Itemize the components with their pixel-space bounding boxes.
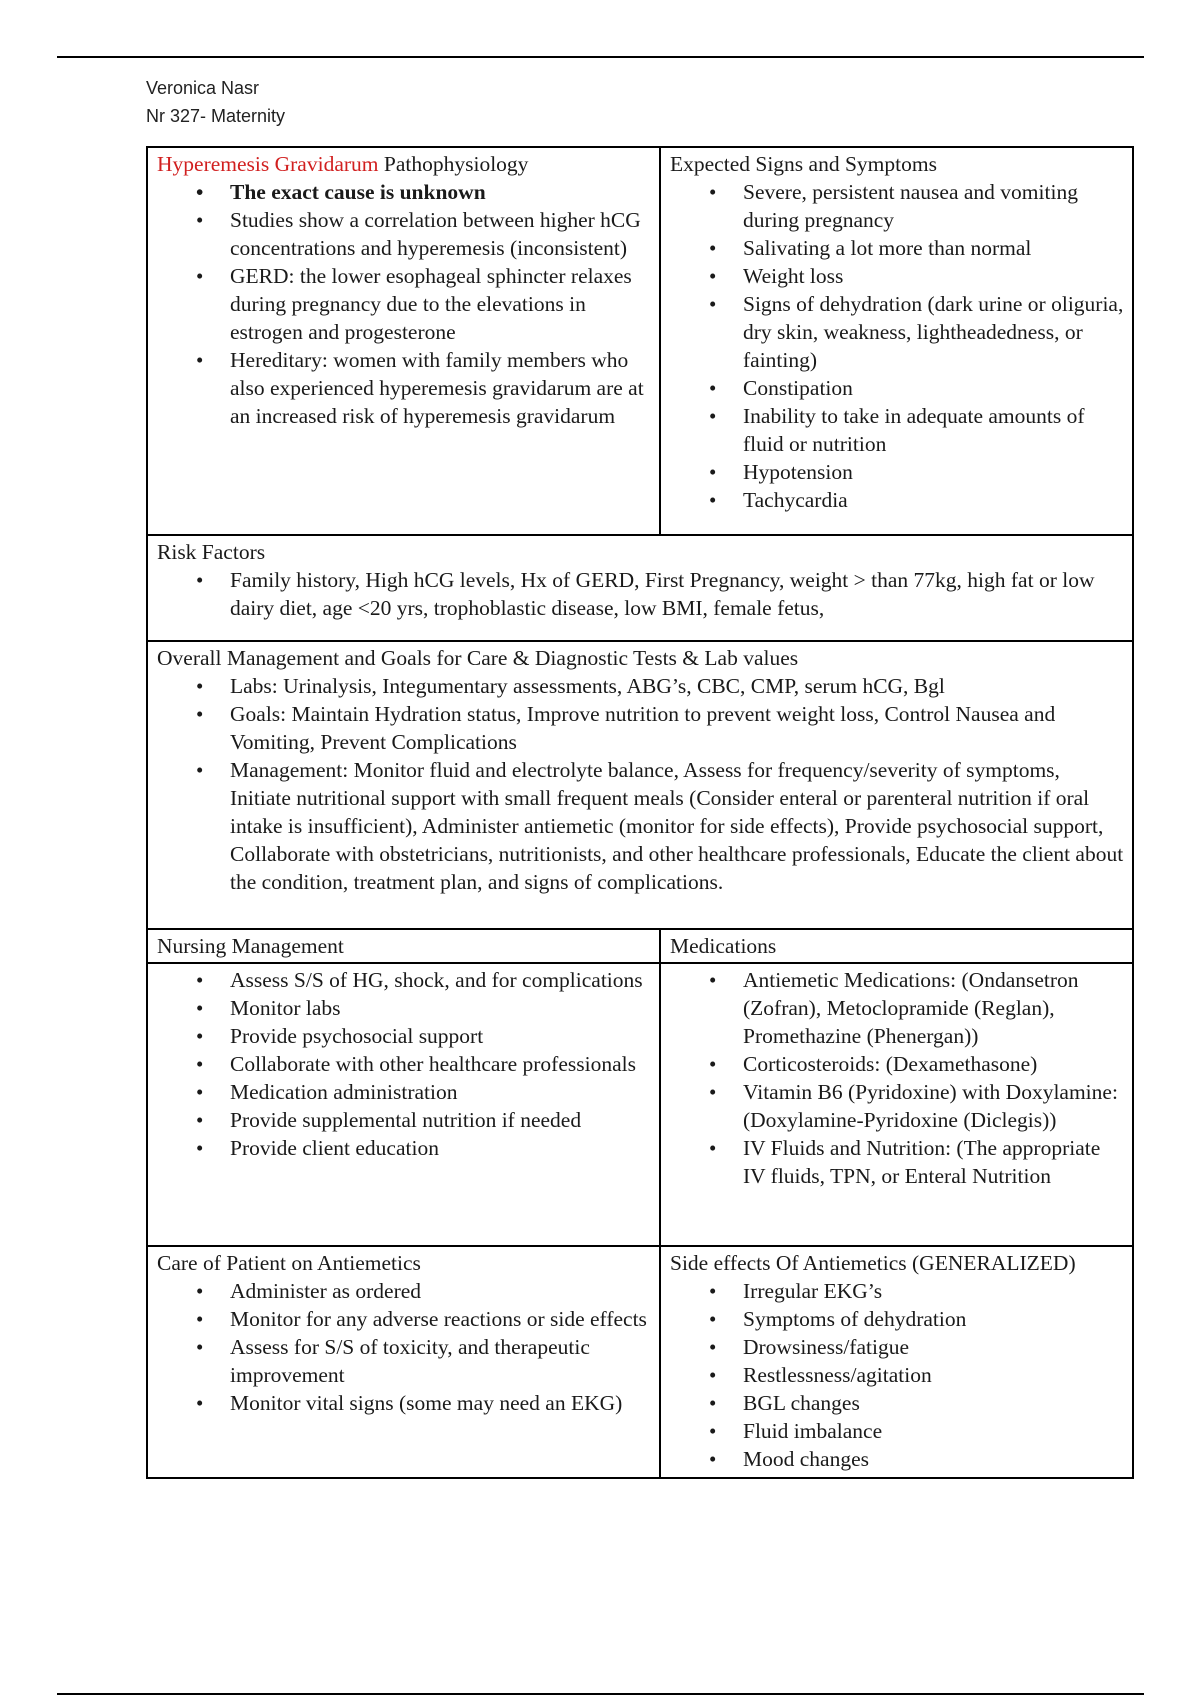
list-item: • Constipation <box>743 374 1124 402</box>
signs-symptoms-title: Expected Signs and Symptoms <box>670 152 937 176</box>
list-item: • Hereditary: women with family members who also experienced hyperemesis gravidarum are at an increased risk of hyperemesis gravidarum <box>230 346 651 430</box>
medications-title: Medications <box>670 934 777 958</box>
list-item: • The exact cause is unknown <box>230 178 651 206</box>
medications-cell <box>660 963 1133 1246</box>
nursing-management-list <box>157 966 651 1162</box>
antiemetic-care-list <box>157 1277 651 1417</box>
management-cell <box>147 641 1133 929</box>
list-item: • Medication administration <box>230 1078 651 1106</box>
list-item: • Corticosteroids: (Dexamethasone) <box>743 1050 1124 1078</box>
list-item: • Weight loss <box>743 262 1124 290</box>
pathophysiology-cell <box>147 147 660 535</box>
medications-list <box>670 966 1124 1190</box>
nursing-management-cell <box>147 963 660 1246</box>
list-item: • Management: Monitor fluid and electrolyte balance, Assess for frequency/severity of symptoms, Initiate nutritional support with small frequent meals (Consider enteral or parenteral nutrition if oral intake is insufficient), Administer antiemetic (monitor for side effects), Provide psychosocial support, Collaborate with obstetricians, nutritionists, and other healthcare professionals, Educate the client about the condition, treatment plan, and signs of complications. <box>230 756 1124 896</box>
list-item: • Administer as ordered <box>230 1277 651 1305</box>
top-rule <box>57 56 1144 58</box>
signs-symptoms-list <box>670 178 1124 514</box>
list-item: • Signs of dehydration (dark urine or oliguria, dry skin, weakness, lightheadedness, or fainting) <box>743 290 1124 374</box>
list-item: • Assess S/S of HG, shock, and for complications <box>230 966 651 994</box>
pathophysiology-list <box>157 178 651 430</box>
list-item: • Studies show a correlation between higher hCG concentrations and hyperemesis (inconsistent) <box>230 206 651 262</box>
risk-factors-cell <box>147 535 1133 641</box>
nursing-management-header <box>147 929 660 963</box>
list-item: • Tachycardia <box>743 486 1124 514</box>
list-item: • Goals: Maintain Hydration status, Improve nutrition to prevent weight loss, Control Nausea and Vomiting, Prevent Complications <box>230 700 1124 756</box>
list-item: • Salivating a lot more than normal <box>743 234 1124 262</box>
list-item: • Vitamin B6 (Pyridoxine) with Doxylamine: (Doxylamine-Pyridoxine (Diclegis)) <box>743 1078 1124 1134</box>
management-list <box>157 672 1124 896</box>
side-effects-cell <box>660 1246 1133 1478</box>
list-item: • IV Fluids and Nutrition: (The appropriate IV fluids, TPN, or Enteral Nutrition <box>743 1134 1124 1190</box>
list-item: • Restlessness/agitation <box>743 1361 1124 1389</box>
list-item: • Family history, High hCG levels, Hx of GERD, First Pregnancy, weight > than 77kg, high fat or low dairy diet, age <20 yrs, trophoblastic disease, low BMI, female fetus, <box>230 566 1124 622</box>
medications-header <box>660 929 1133 963</box>
list-item: • Labs: Urinalysis, Integumentary assessments, ABG’s, CBC, CMP, serum hCG, Bgl <box>230 672 1124 700</box>
list-item: • BGL changes <box>743 1389 1124 1417</box>
list-item: • Monitor vital signs (some may need an EKG) <box>230 1389 651 1417</box>
list-item: • GERD: the lower esophageal sphincter relaxes during pregnancy due to the elevations in estrogen and progesterone <box>230 262 651 346</box>
nursing-management-title: Nursing Management <box>157 934 344 958</box>
antiemetic-care-cell <box>147 1246 660 1478</box>
antiemetic-care-title: Care of Patient on Antiemetics <box>157 1251 421 1275</box>
list-item: • Fluid imbalance <box>743 1417 1124 1445</box>
management-title: Overall Management and Goals for Care & Diagnostic Tests & Lab values <box>157 646 799 670</box>
signs-symptoms-cell <box>660 147 1133 535</box>
author-name: Veronica Nasr <box>146 78 260 98</box>
pathophysiology-title: Hyperemesis Gravidarum Pathophysiology <box>157 152 529 176</box>
risk-factors-title: Risk Factors <box>157 540 266 564</box>
list-item: • Drowsiness/fatigue <box>743 1333 1124 1361</box>
list-item: • Assess for S/S of toxicity, and therapeutic improvement <box>230 1333 651 1389</box>
list-item: • Irregular EKG’s <box>743 1277 1124 1305</box>
list-item: • Provide client education <box>230 1134 651 1162</box>
list-item: • Monitor labs <box>230 994 651 1022</box>
bottom-rule <box>57 1693 1144 1695</box>
list-item: • Provide psychosocial support <box>230 1022 651 1050</box>
list-item: • Monitor for any adverse reactions or side effects <box>230 1305 651 1333</box>
list-item: • Symptoms of dehydration <box>743 1305 1124 1333</box>
list-item: • Severe, persistent nausea and vomiting during pregnancy <box>743 178 1124 234</box>
condition-name: Hyperemesis Gravidarum <box>157 152 379 176</box>
side-effects-list <box>670 1277 1124 1473</box>
list-item: • Mood changes <box>743 1445 1124 1473</box>
list-item: • Collaborate with other healthcare professionals <box>230 1050 651 1078</box>
concept-map-table <box>146 146 1134 1479</box>
list-item: • Inability to take in adequate amounts of fluid or nutrition <box>743 402 1124 458</box>
side-effects-title: Side effects Of Antiemetics (GENERALIZED) <box>670 1251 1076 1275</box>
course-name: Nr 327- Maternity <box>146 106 286 126</box>
document-header <box>146 74 285 130</box>
list-item: • Antiemetic Medications: (Ondansetron (Zofran), Metoclopramide (Reglan), Promethazine (Phenergan)) <box>743 966 1124 1050</box>
risk-factors-list <box>157 566 1124 622</box>
list-item: • Hypotension <box>743 458 1124 486</box>
list-item: • Provide supplemental nutrition if needed <box>230 1106 651 1134</box>
